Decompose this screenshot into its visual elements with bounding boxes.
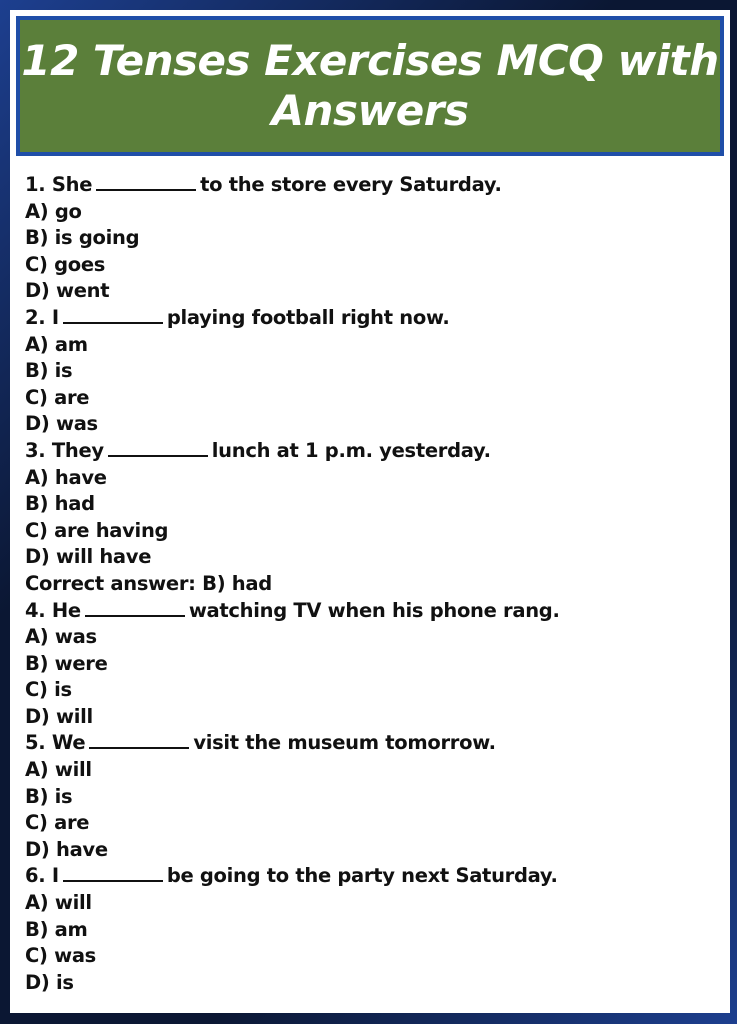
question-3-prefix: 3. They: [25, 438, 104, 462]
option: C) is: [25, 678, 72, 702]
option: D) was: [25, 412, 98, 436]
question-1-blank: [96, 172, 196, 191]
question-2-blank: [63, 305, 163, 324]
question-3-blank: [108, 438, 208, 457]
option: D) have: [25, 837, 108, 861]
option: A) will: [25, 758, 92, 782]
question-6-suffix: be going to the party next Saturday.: [166, 864, 558, 888]
option: B) is: [25, 359, 73, 383]
option: B) had: [25, 492, 95, 516]
question-5: [25, 730, 715, 757]
option: C) was: [25, 944, 96, 968]
option: C) are: [25, 385, 90, 409]
question-1-prefix: 1. She: [25, 173, 93, 196]
option: A) have: [25, 465, 107, 489]
question-4-suffix: watching TV when his phone rang.: [188, 598, 560, 622]
correct-answer: Correct answer: B) had: [25, 571, 272, 595]
question-2: [25, 305, 715, 332]
option: D) will have: [25, 545, 152, 569]
question-4-prefix: 4. He: [25, 598, 81, 622]
option: B) were: [25, 651, 108, 675]
question-6-blank: [63, 863, 163, 882]
option: B) is: [25, 784, 73, 808]
option: B) am: [25, 917, 88, 941]
option: C) are having: [25, 518, 169, 542]
question-3: [25, 438, 715, 465]
question-2-suffix: playing football right now.: [166, 305, 450, 329]
worksheet-card: [10, 10, 730, 1013]
option: A) go: [25, 199, 82, 223]
question-6: [25, 863, 715, 890]
question-6-prefix: 6. I: [25, 864, 59, 888]
option: A) was: [25, 625, 97, 649]
question-1: [25, 172, 715, 199]
question-5-suffix: visit the museum tomorrow.: [193, 731, 496, 755]
question-5-prefix: 5. We: [25, 731, 86, 755]
question-2-prefix: 2. I: [25, 305, 59, 329]
option: D) went: [25, 279, 110, 303]
question-4: [25, 598, 715, 625]
question-4-blank: [85, 598, 185, 617]
question-3-suffix: lunch at 1 p.m. yesterday.: [211, 438, 491, 462]
question-5-blank: [89, 730, 189, 749]
question-list: [25, 172, 715, 996]
option: C) goes: [25, 252, 106, 276]
option: C) are: [25, 811, 90, 835]
option: D) is: [25, 970, 74, 994]
question-1-suffix: to the store every Saturday.: [200, 173, 502, 196]
title-banner: [16, 16, 724, 156]
option: B) is going: [25, 226, 140, 250]
option: D) will: [25, 704, 93, 728]
page-title: 12 Tenses Exercises MCQ with Answers: [21, 36, 719, 135]
option: A) am: [25, 332, 88, 356]
option: A) will: [25, 891, 92, 915]
